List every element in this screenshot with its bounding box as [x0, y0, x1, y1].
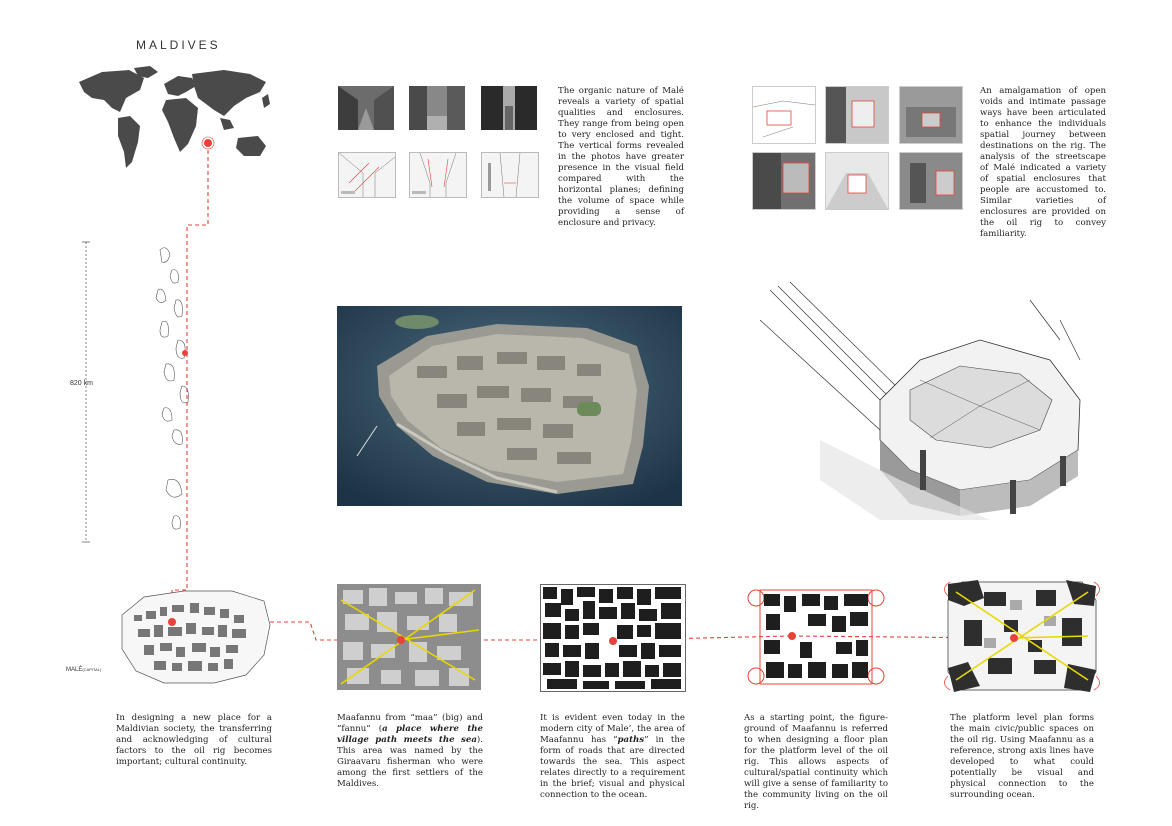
- oil-rig-axonometric: [760, 280, 1100, 520]
- street-sketch-2: [409, 152, 467, 198]
- caption-platform-level: The platform level plan forms the main civic/public spaces on the oil rig. Using Maafannu as a reference, strong axis lines have developed to what could potentially be visual and physical connection to the surrounding ocean.: [950, 713, 1094, 800]
- rig-view-6: [899, 152, 963, 210]
- street-photo-2: [409, 86, 465, 130]
- caption-figure-ground: As a starting point, the figure-ground of Maafannu is referred to when designing a floor plan for the platform level of the oil rig. This allows aspects of cultural/spatial continuity which will give a sense of familiarity to the community living on the oil rig.: [744, 713, 888, 811]
- rig-view-1: [752, 86, 816, 144]
- scale-label: 820 km: [70, 380, 93, 387]
- rig-view-5: [825, 152, 889, 210]
- streets-paragraph: The organic nature of Malé reveals a variety of spatial qualities and enclosures. They range from being open to very enclosed and tight. The vertical forms revealed in the photos have greater presence in the visual field compared with the horizontal planes; defining the volume of space while providing a sense of enclosure and privacy.: [558, 86, 684, 228]
- world-map: [74, 64, 274, 184]
- street-sketch-3: [481, 152, 539, 198]
- male-label: MALÉ(CAPITAL): [66, 667, 102, 673]
- caption-maafannu-meaning: Maafannu from “maa” (big) and “fannu” (a place where the village path meets the sea). This area was named by the Giraavaru fisherman who were among the first settlers of the Maldives.: [337, 713, 484, 789]
- rig-view-4: [752, 152, 816, 210]
- rig-view-2: [825, 86, 889, 144]
- scale-bar: [80, 240, 92, 545]
- maafannu-aerial-plan: [337, 584, 481, 690]
- atoll-chain: [148, 240, 208, 550]
- rig-view-3: [899, 86, 963, 144]
- male-island-plan: [114, 585, 274, 687]
- street-sketch-1: [338, 152, 396, 198]
- platform-level-plan: [944, 576, 1100, 696]
- caption-paths: It is evident even today in the modern city of Male’, the area of Maafannu has “paths” in the form of roads that are directed towards the sea. This aspect relates directly to a requirement in the brief; visual and physical connection to the ocean.: [540, 713, 685, 800]
- street-photo-3: [481, 86, 537, 130]
- rig-paragraph: An amalgamation of open voids and intimate passage ways have been articulated to enhance the individuals spatial journey between destinations on the rig. The analysis of the streetscape of Malé indicated a variety of spatial enclosures that people are accustomed to. Similar varieties of enclosures are provided on the oil rig to convey familiarity.: [980, 86, 1106, 239]
- street-photo-1: [338, 86, 394, 130]
- page-heading: MALDIVES: [136, 38, 221, 52]
- caption-cultural-continuity: In designing a new place for a Maldivian society, the transferring and acknowledging of cultural factors to the oil rig becomes important; cultural continuity.: [116, 713, 272, 767]
- platform-figure-ground: [744, 584, 888, 690]
- male-aerial-photo: [337, 306, 682, 506]
- maafannu-figure-ground: [540, 584, 686, 692]
